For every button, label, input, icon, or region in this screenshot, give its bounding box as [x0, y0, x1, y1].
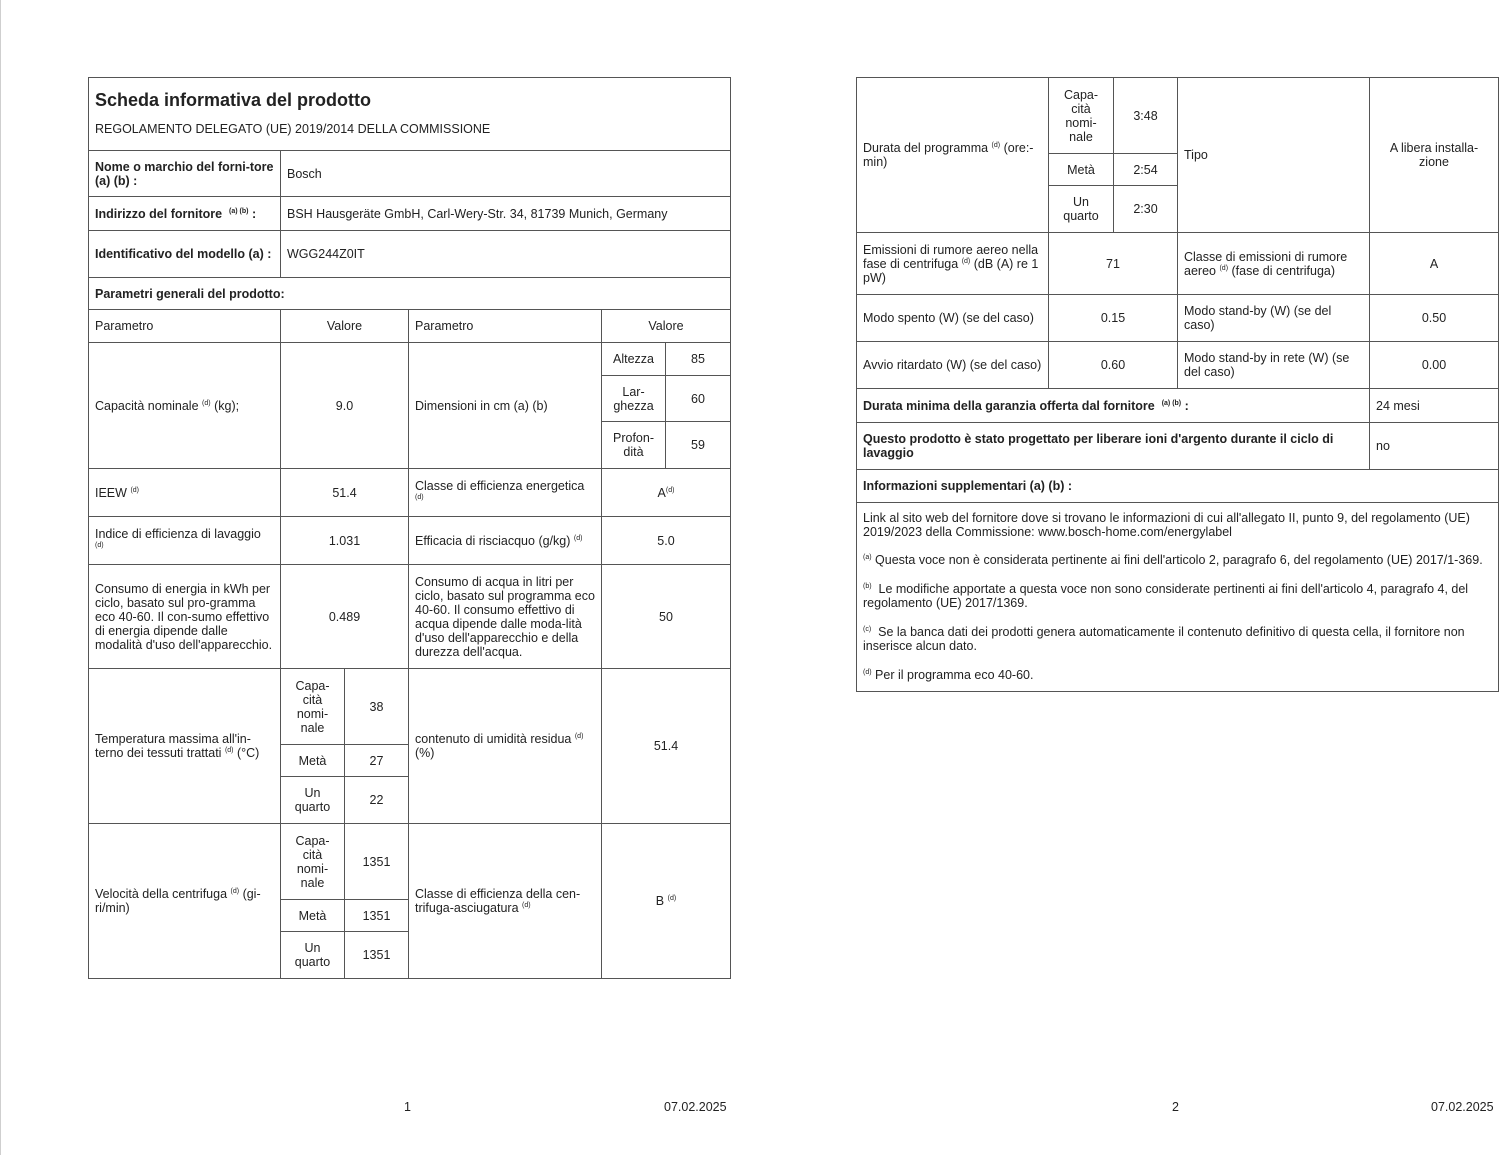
- moisture-value: 51.4: [602, 669, 731, 824]
- height-label: Altezza: [602, 343, 666, 376]
- dimensions-label: Dimensioni in cm (a) (b): [409, 343, 602, 469]
- duration-full-load-value: 3:48: [1114, 78, 1178, 154]
- product-info-table-page-1: [88, 77, 731, 979]
- warranty-label: Durata minima della garanzia offerta dal fornitore $^{(a) (b)}$ :: [857, 389, 1370, 423]
- network-standby-label: Modo stand-by in rete (W) (se del caso): [1178, 342, 1370, 389]
- note-b: $^{(b)}$ Le modifiche apportate a questa voce non sono considerate pertinenti ai fini dell'articolo 4, paragrafo 4, del regolamento (UE) 2017/1369.: [863, 582, 1469, 610]
- regulation-title: REGOLAMENTO DELEGATO (UE) 2019/2014 DELLA COMMISSIONE: [89, 120, 731, 151]
- page-2-date: 07.02.2025: [1431, 1100, 1494, 1114]
- page-1: [88, 77, 730, 979]
- duration-quarter-load-label: Un quarto: [1049, 186, 1114, 233]
- spin-quarter-load-value: 1351: [345, 932, 409, 979]
- network-standby-value: 0.00: [1370, 342, 1499, 389]
- silver-ions-value: no: [1370, 423, 1499, 470]
- energy-class-value: $A^{(d)}$: [602, 469, 731, 517]
- wash-index-value: 1.031: [281, 517, 409, 565]
- ieew-value: 51.4: [281, 469, 409, 517]
- address-value: BSH Hausgeräte GmbH, Carl-Wery-Str. 34, 81739 Munich, Germany: [281, 197, 731, 231]
- capacity-value: 9.0: [281, 343, 409, 469]
- width-label: Lar-ghezza: [602, 376, 666, 422]
- note-a: $^{(a)}$ Questa voce non è considerata pertinente ai fini dell'articolo 2, paragrafo 6, del regolamento (UE) 2017/1-369.: [863, 553, 1483, 567]
- supplier-label: Nome o marchio del forni-tore (a) (b) :: [89, 151, 281, 197]
- page-1-date: 07.02.2025: [664, 1100, 727, 1114]
- capacity-label: Capacità nominale $^{(d)}$ (kg);: [89, 343, 281, 469]
- wash-index-label: Indice di efficienza di lavaggio $^{(d)}$: [89, 517, 281, 565]
- width-value: 60: [666, 376, 731, 422]
- product-info-table-page-2: [856, 77, 1499, 692]
- depth-value: 59: [666, 422, 731, 469]
- col-header-param-1: Parametro: [89, 310, 281, 343]
- model-value: WGG244Z0IT: [281, 231, 731, 278]
- off-mode-value: 0.15: [1049, 295, 1178, 342]
- rinse-label: Efficacia di risciacquo (g/kg) $^{(d)}$: [409, 517, 602, 565]
- spin-half-load-label: Metà: [281, 900, 345, 932]
- col-header-value-1: Valore: [281, 310, 409, 343]
- left-page-edge: [0, 0, 1, 1155]
- spin-class-value: B $^{(d)}$: [602, 824, 731, 979]
- noise-value: 71: [1049, 233, 1178, 295]
- type-value: A libera installa-zione: [1370, 78, 1499, 233]
- warranty-value: 24 mesi: [1370, 389, 1499, 423]
- col-header-param-2: Parametro: [409, 310, 602, 343]
- water-consumption-label: Consumo di acqua in litri per ciclo, basato sul programma eco 40-60. Il consumo effettivo di acqua dipende dalle moda-lità d'uso dell'apparecchio e della durezza dell'acqua.: [409, 565, 602, 669]
- page-2-number: 2: [1172, 1100, 1179, 1114]
- noise-class-label: Classe di emissioni di rumore aereo $^{(d)}$ (fase di centrifuga): [1178, 233, 1370, 295]
- spin-speed-label: Velocità della centrifuga $^{(d)}$ (gi-ri/min): [89, 824, 281, 979]
- temp-half-load-label: Metà: [281, 745, 345, 777]
- duration-label: Durata del programma $^{(d)}$ (ore:-min): [857, 78, 1049, 233]
- noise-label: Emissioni di rumore aereo nella fase di centrifuga $^{(d)}$ (dB (A) re 1 pW): [857, 233, 1049, 295]
- height-value: 85: [666, 343, 731, 376]
- note-c: $^{(c)}$ Se la banca dati dei prodotti genera automaticamente il contenuto definitivo di questa cella, il fornitore non inserisce alcun dato.: [863, 625, 1465, 653]
- col-header-value-2: Valore: [602, 310, 731, 343]
- footnotes-cell: [857, 503, 1499, 692]
- document-title: Scheda informativa del prodotto: [89, 78, 731, 120]
- page-1-number: 1: [404, 1100, 411, 1114]
- spin-full-load-value: 1351: [345, 824, 409, 900]
- extra-info-heading: Informazioni supplementari (a) (b) :: [857, 470, 1499, 503]
- duration-full-load-label: Capa-cità nomi-nale: [1049, 78, 1114, 154]
- model-label: Identificativo del modello (a) :: [89, 231, 281, 278]
- noise-class-value: A: [1370, 233, 1499, 295]
- off-mode-label: Modo spento (W) (se del caso): [857, 295, 1049, 342]
- duration-half-load-label: Metà: [1049, 154, 1114, 186]
- energy-class-label: Classe di efficienza energetica $^{(d)}$: [409, 469, 602, 517]
- general-params-heading: Parametri generali del prodotto:: [89, 278, 731, 310]
- duration-half-load-value: 2:54: [1114, 154, 1178, 186]
- ieew-label: IEEW $^{(d)}$: [89, 469, 281, 517]
- page-2: [856, 77, 1498, 692]
- standby-label: Modo stand-by (W) (se del caso): [1178, 295, 1370, 342]
- note-d: $^{(d)}$ Per il programma eco 40-60.: [863, 668, 1034, 682]
- spin-class-label: Classe di efficienza della cen-trifuga-asciugatura $^{(d)}$: [409, 824, 602, 979]
- energy-consumption-value: 0.489: [281, 565, 409, 669]
- temp-quarter-load-label: Un quarto: [281, 777, 345, 824]
- standby-value: 0.50: [1370, 295, 1499, 342]
- temperature-label: Temperatura massima all'in-terno dei tessuti trattati $^{(d)}$ (°C): [89, 669, 281, 824]
- spin-quarter-load-label: Un quarto: [281, 932, 345, 979]
- water-consumption-value: 50: [602, 565, 731, 669]
- delay-start-label: Avvio ritardato (W) (se del caso): [857, 342, 1049, 389]
- temp-quarter-load-value: 22: [345, 777, 409, 824]
- spin-full-load-label: Capa-cità nomi-nale: [281, 824, 345, 900]
- depth-label: Profon-dità: [602, 422, 666, 469]
- duration-quarter-load-value: 2:30: [1114, 186, 1178, 233]
- delay-start-value: 0.60: [1049, 342, 1178, 389]
- temp-half-load-value: 27: [345, 745, 409, 777]
- temp-full-load-value: 38: [345, 669, 409, 745]
- address-label: Indirizzo del fornitore $^{(a) (b)}$ :: [89, 197, 281, 231]
- type-label: Tipo: [1178, 78, 1370, 233]
- silver-ions-label: Questo prodotto è stato progettato per liberare ioni d'argento durante il ciclo di lavaggio: [857, 423, 1370, 470]
- energy-consumption-label: Consumo di energia in kWh per ciclo, basato sul pro-gramma eco 40-60. Il con-sumo effettivo di energia dipende dalle modalità d'uso dell'apparecchio.: [89, 565, 281, 669]
- temp-full-load-label: Capa-cità nomi-nale: [281, 669, 345, 745]
- supplier-value: Bosch: [281, 151, 731, 197]
- energy-label-link-text: Link al sito web del fornitore dove si trovano le informazioni di cui all'allegato II, punto 9, del regolamento (UE) 2019/2023 della Commissione: www.bosch-home.com/energylabel: [863, 511, 1470, 539]
- moisture-label: contenuto di umidità residua $^{(d)}$ (%): [409, 669, 602, 824]
- rinse-value: 5.0: [602, 517, 731, 565]
- spin-half-load-value: 1351: [345, 900, 409, 932]
